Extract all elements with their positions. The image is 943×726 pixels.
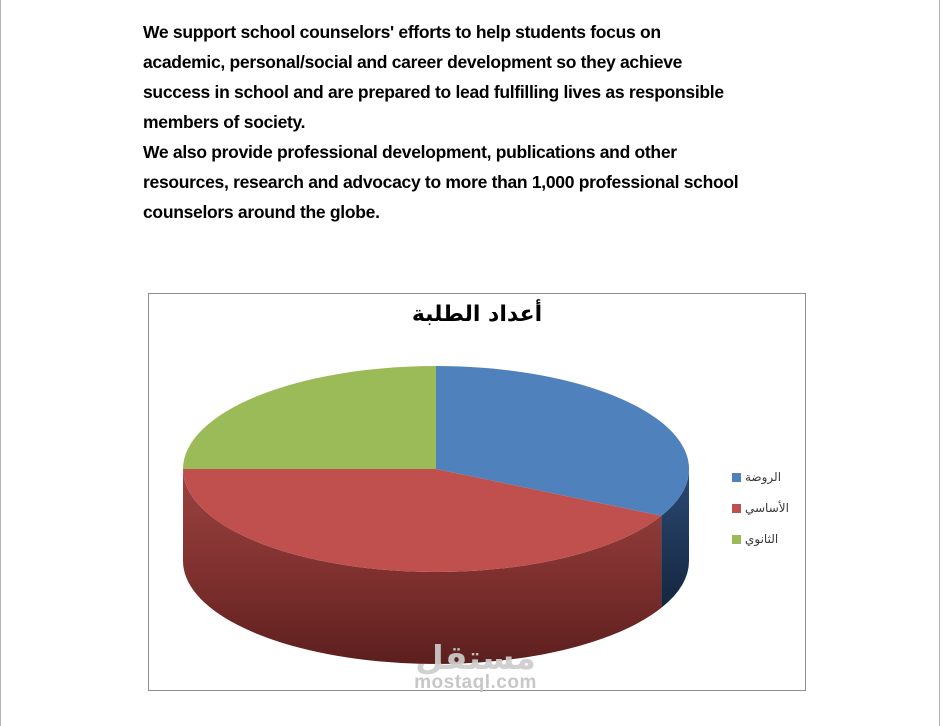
legend-label: الأساسي [745, 501, 789, 515]
pie-slice-thanawi [183, 366, 436, 469]
paragraph-line: resources, research and advocacy to more than 1,000 professional school [143, 172, 739, 192]
chart-title: أعداد الطلبة [411, 302, 543, 327]
paragraph-line: academic, personal/social and career development so they achieve [143, 52, 683, 72]
paragraph-line: We support school counselors' efforts to help students focus on [143, 22, 661, 42]
intro-paragraph [143, 17, 738, 227]
paragraph-line: counselors around the globe. [143, 202, 380, 222]
watermark-domain-text: mostaql.com [414, 672, 537, 693]
paragraph-line: members of society. [143, 112, 306, 132]
chart-area [148, 293, 806, 691]
legend-swatch-red-icon [732, 504, 741, 513]
page-left-border [0, 0, 1, 726]
pie-chart [149, 294, 805, 693]
paragraph-line: We also provide professional development, publications and other [143, 142, 677, 162]
legend-swatch-blue-icon [732, 473, 741, 482]
paragraph-line: success in school and are prepared to lead fulfilling lives as responsible [143, 82, 724, 102]
legend-item-rawda [732, 468, 789, 486]
watermark-arabic-logo: مستقل [415, 638, 536, 677]
legend-label: الثانوي [745, 532, 779, 546]
legend-label: الروضة [745, 470, 782, 484]
legend-item-asasi [732, 499, 789, 517]
legend-swatch-green-icon [732, 535, 741, 544]
legend-item-thanawi [732, 530, 789, 548]
page-right-border [939, 0, 940, 726]
chart-legend [732, 468, 789, 561]
